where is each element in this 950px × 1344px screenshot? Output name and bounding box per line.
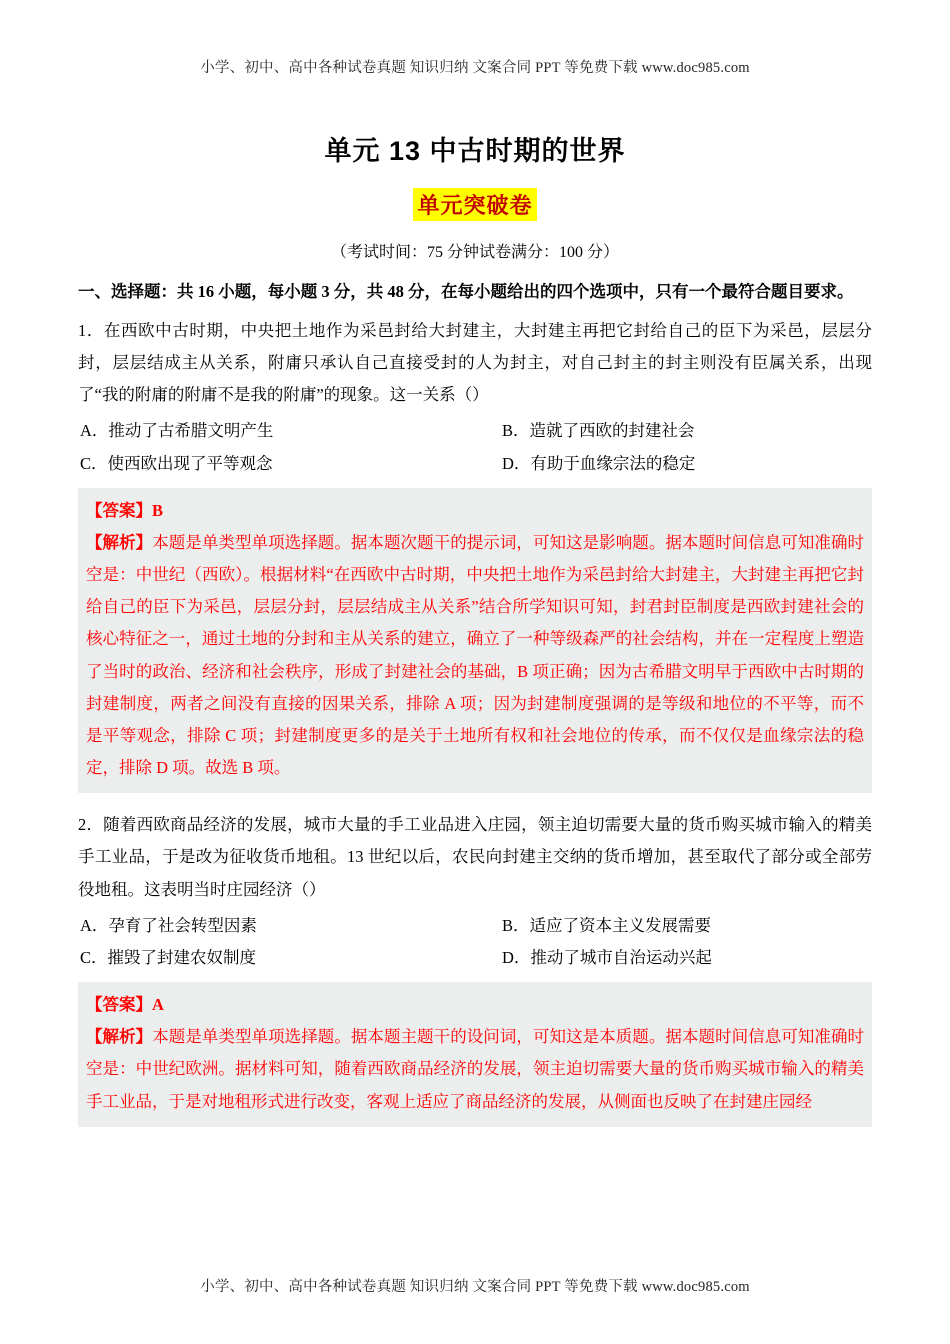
- explanation-label: 【解析】: [86, 532, 153, 552]
- option-d: D．有助于血缘宗法的稳定: [501, 453, 696, 473]
- page-title: 单元 13 中古时期的世界: [324, 136, 626, 166]
- answer-explanation-block: [78, 488, 872, 794]
- subtitle-container: [78, 188, 872, 221]
- option-a: A．推动了古希腊文明产生: [80, 421, 274, 441]
- question-stem: 1．在西欧中古时期，中央把土地作为采邑封给大封建主，大封建主再把它封给自己的臣下为采邑，层层分封，层层结成主从关系，附庸只承认自己直接受封的人为封主，对自己封主的封主则没有臣属关系，出现了“我的附庸的附庸不是我的附庸”的现象。这一关系（）: [78, 320, 872, 405]
- answer-line: 【答案】A: [86, 995, 164, 1015]
- explanation-text: [86, 1021, 864, 1118]
- question-options: [78, 415, 872, 479]
- answer-explanation-block: [78, 982, 872, 1127]
- section-heading: 一、选择题：共 16 小题，每小题 3 分，共 48 分，在每小题给出的四个选项中，只有一个最符合题目要求。: [78, 282, 854, 301]
- option-row: [78, 415, 872, 447]
- subtitle-highlight: 单元突破卷: [413, 188, 536, 221]
- explanation-body: 本题是单类型单项选择题。据本题主题干的设问词，可知这是本质题。据本题时间信息可知准确时空是：中世纪欧洲。据材料可知，随着西欧商品经济的发展，领主迫切需要大量的货币购买城市输入的精美手工业品，于是对地租形式进行改变，客观上适应了商品经济的发展，从侧面也反映了在封建庄园经: [86, 1027, 865, 1111]
- option-a: A．孕育了社会转型因素: [80, 915, 257, 935]
- option-row: [78, 448, 872, 480]
- explanation-text: [86, 527, 864, 784]
- explanation-label: 【解析】: [86, 1027, 153, 1047]
- option-b: B．造就了西欧的封建社会: [501, 421, 695, 441]
- option-row: [78, 910, 872, 942]
- option-c: C．摧毁了封建农奴制度: [80, 947, 257, 967]
- header-watermark-note: 小学、初中、高中各种试卷真题 知识归纳 文案合同 PPT 等免费下载 www.doc985.com: [200, 60, 750, 76]
- answer-line: 【答案】B: [86, 500, 164, 520]
- question-stem: 2．随着西欧商品经济的发展，城市大量的手工业品进入庄园，领主迫切需要大量的货币购买城市输入的精美手工业品，于是改为征收货币地租。13 世纪以后，农民向封建主交纳的货币增加，甚至取代了部分或全部劳役地租。这表明当时庄园经济（）: [78, 815, 872, 899]
- exam-info: （考试时间：75 分钟试卷满分：100 分）: [330, 244, 619, 261]
- option-d: D．推动了城市自治运动兴起: [501, 947, 712, 967]
- footer-watermark-note: 小学、初中、高中各种试卷真题 知识归纳 文案合同 PPT 等免费下载 www.doc985.com: [200, 1279, 750, 1295]
- explanation-body: 本题是单类型单项选择题。据本题次题干的提示词，可知这是影响题。据本题时间信息可知准确时空是：中世纪（西欧）。根据材料“在西欧中古时期，中央把土地作为采邑封给大封建主，大封建主再把它封给自己的臣下为采邑，层层分封，层层结成主从关系”结合所学知识可知，封君封臣制度是西欧封建社会的核心特征之一，通过土地的分封和主从关系的建立，确立了一种等级森严的社会结构，并在一定程度上塑造了当时的政治、经济和社会秩序，形成了封建社会的基础，B 项正确；因为古希腊文明早于西欧中古时期的封建制度，两者之间没有直接的因果关系，排除 A 项；因为封建制度强调的是等级和地位的不平等，而不是平等观念，排除 C 项；封建制度更多的是关于土地所有权和社会地位的传承，而不仅仅是血缘宗法的稳定，排除 D 项。故选 B 项。: [86, 532, 865, 778]
- question-options: [78, 910, 872, 974]
- option-b: B．适应了资本主义发展需要: [501, 915, 711, 935]
- option-c: C．使西欧出现了平等观念: [80, 453, 273, 473]
- option-row: [78, 942, 872, 974]
